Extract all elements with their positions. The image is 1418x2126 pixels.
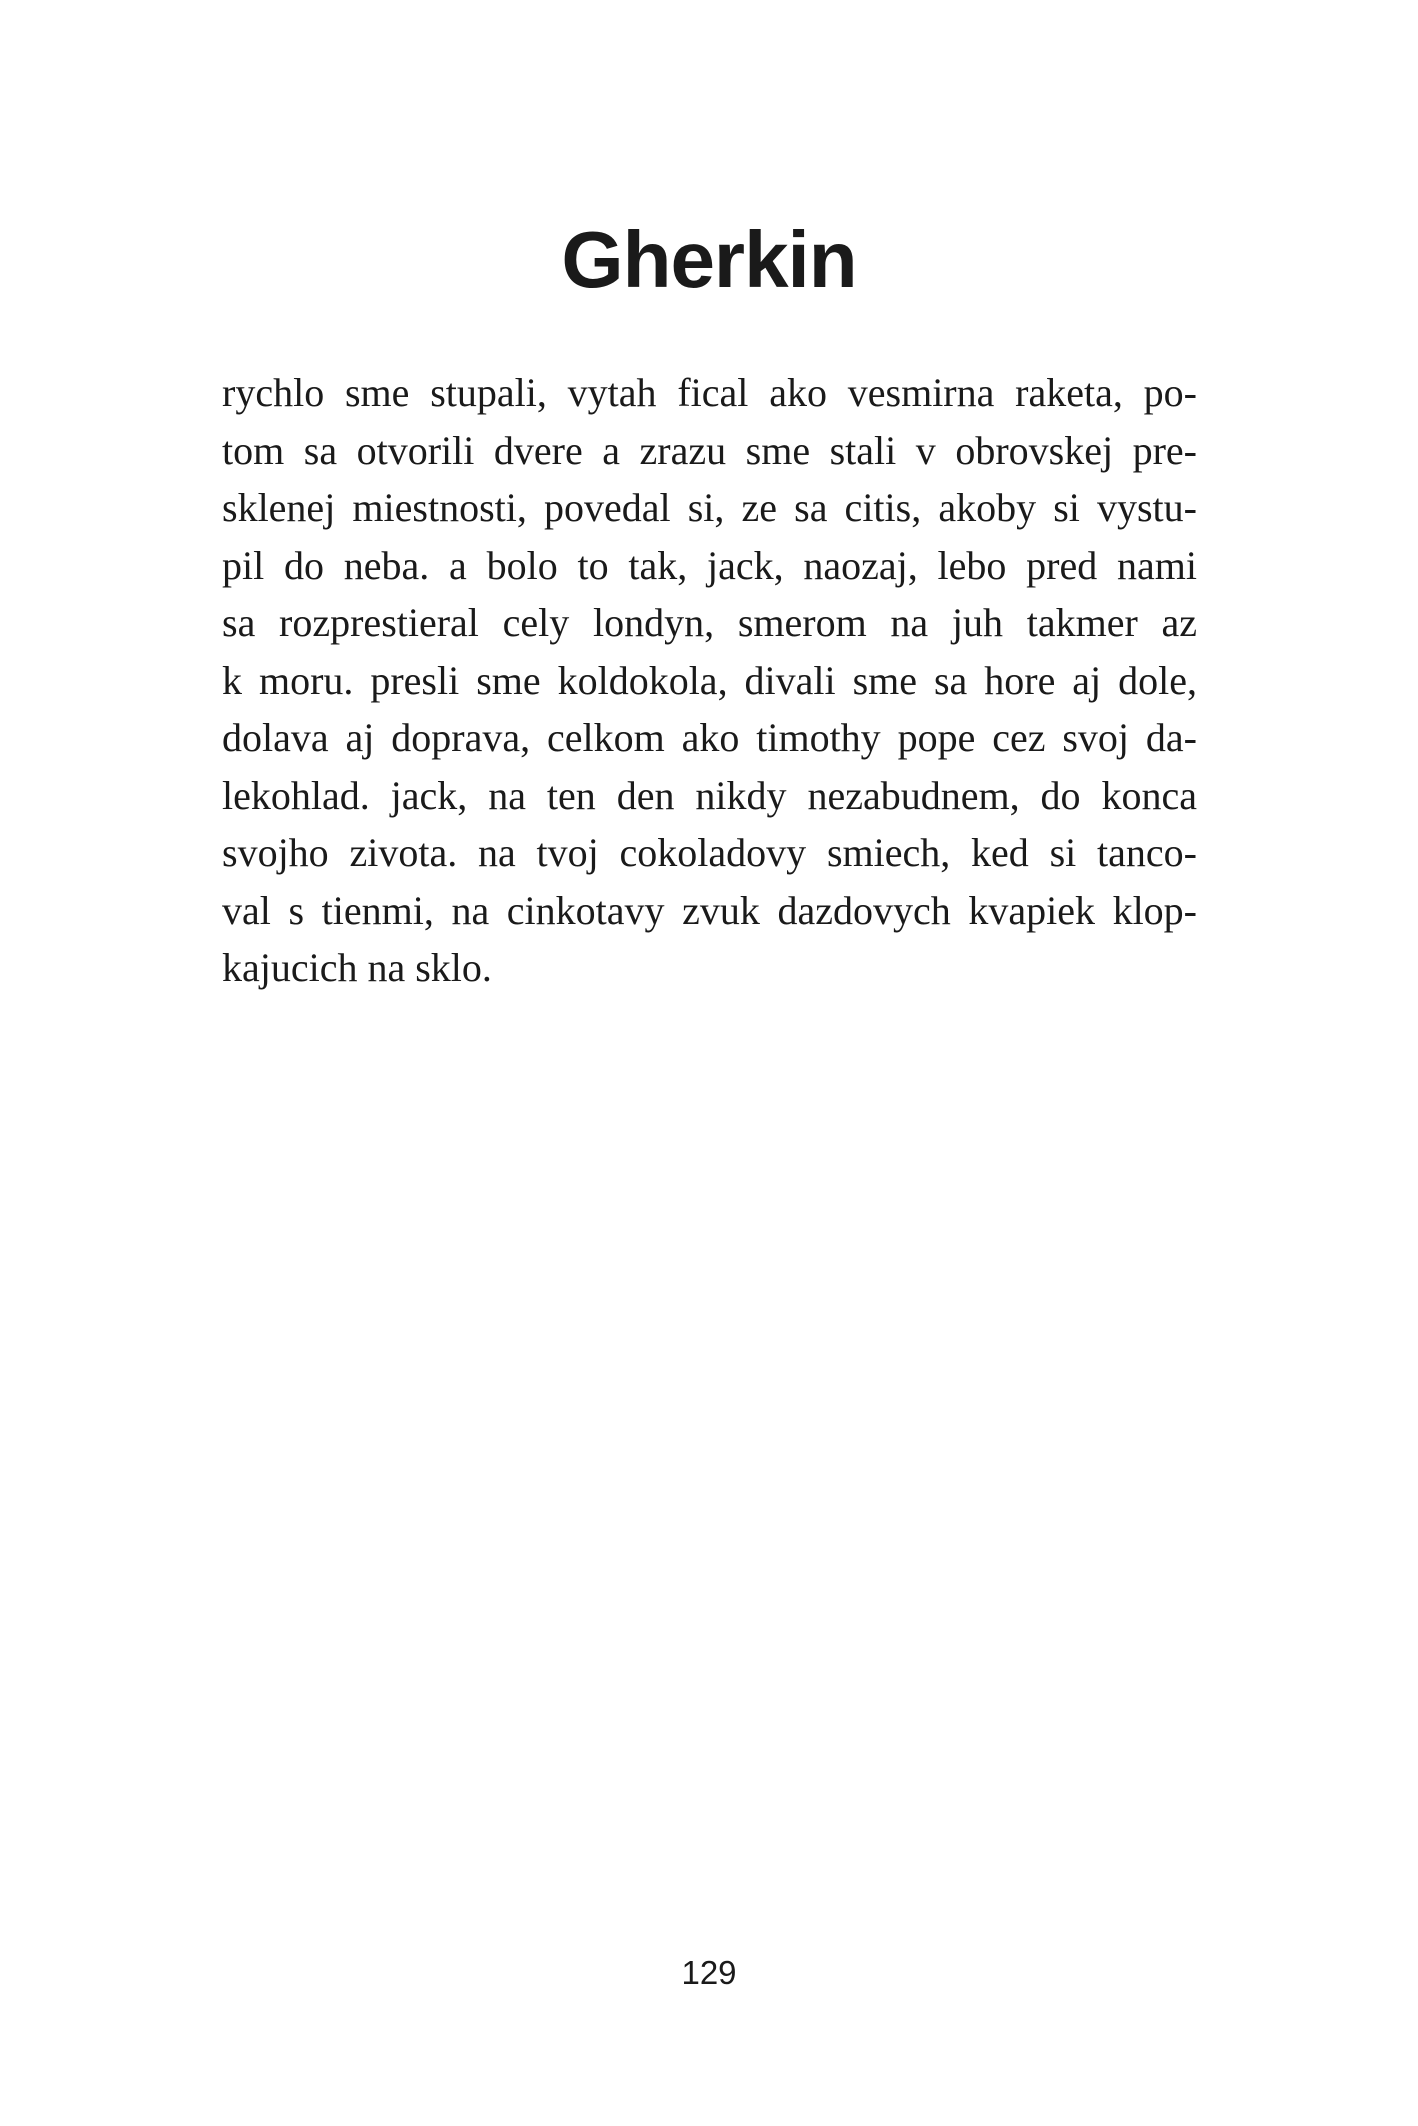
paragraph-line: rychlo sme stupali, vytah fical ako vesmirna raketa, po- bbox=[222, 370, 1197, 415]
paragraph-line: val s tienmi, na cinkotavy zvuk dazdovych kvapiek klop- bbox=[222, 887, 1197, 933]
paragraph-line: svojho zivota. na tvoj cokoladovy smiech, ked si tanco- bbox=[222, 830, 1197, 875]
paragraph-line: dolava aj doprava, celkom ako timothy pope cez svoj da- bbox=[222, 715, 1197, 760]
paragraph-line: sklenej miestnosti, povedal si, ze sa citis, akoby si vystu- bbox=[222, 485, 1197, 530]
paragraph-line: lekohlad. jack, na ten den nikdy nezabudnem, do konca bbox=[222, 772, 1197, 818]
chapter-title: Gherkin bbox=[561, 215, 857, 304]
body-paragraph bbox=[222, 364, 1197, 997]
paragraph-line: pil do neba. a bolo to tak, jack, naozaj, lebo pred nami bbox=[222, 542, 1197, 588]
paragraph-line: kajucich na sklo. bbox=[222, 945, 492, 990]
page-number: 129 bbox=[681, 1954, 737, 1991]
paragraph-line: sa rozprestieral cely londyn, smerom na juh takmer az bbox=[222, 600, 1197, 645]
paragraph-line: tom sa otvorili dvere a zrazu sme stali v obrovskej pre- bbox=[222, 427, 1197, 473]
paragraph-line: k moru. presli sme koldokola, divali sme sa hore aj dole, bbox=[222, 657, 1197, 703]
